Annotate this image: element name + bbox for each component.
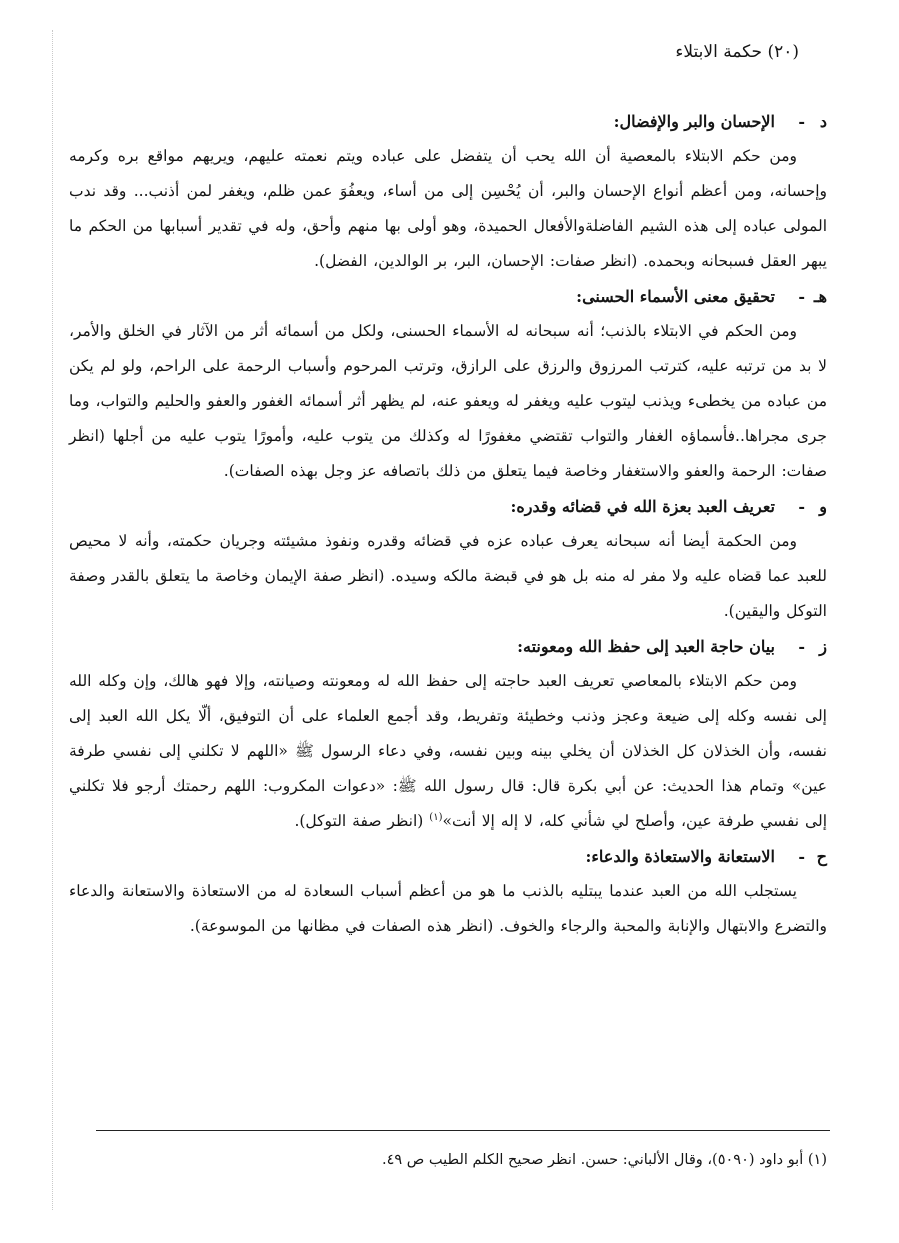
section-body-ha: يستجلب الله من العبد عندما يبتليه بالذنب ما هو من أعظم أسباب السعادة له من الاستعاذة والاستعانة والدعاء والتضرع والابتهال والإنابة والمحبة والرجاء والخوف. (انظر هذه الصفات في مظانها من الموسوعة). (69, 882, 827, 935)
section-letter: ز (819, 637, 827, 656)
section-heading-d (69, 104, 827, 139)
section-heading-z (69, 629, 827, 664)
page-edge-marks (52, 30, 53, 1210)
section-body-d: ومن حكم الابتلاء بالمعصية أن الله يحب أن يتفضل على عباده ويتم نعمته عليهم، ويريهم مواقع بره وكرمه وإحسانه، ومن أعظم أنواع الإحسان والبر، أن يُحْسِن إلى من أساء، ويعفُوَ عمن ظلم، ويغفر لمن أذنب... وقد ندب المولى عباده إلى هذه الشيم الفاضلةوالأفعال الحميدة، وهو أولى بها منهم وأحق، وله في تقدير أسبابها من الحكم ما يبهر العقل فسبحانه وبحمده. (انظر صفات: الإحسان، البر، بر الوالدين، الفضل). (69, 147, 827, 270)
section-letter: د (819, 112, 827, 131)
section-heading-h (69, 279, 827, 314)
section-dash: - (798, 637, 805, 656)
section-body-tail: (انظر صفة التوكل). (294, 812, 430, 830)
footnote-reference: (١) (429, 811, 443, 823)
section-heading-w (69, 489, 827, 524)
section-body-text: ومن حكم الابتلاء بالمعاصي تعريف العبد حاجته إلى حفظ الله له ومعونته وصيانته، وإلا فهو هالك، وإن وكله الله إلى نفسه وكله إلى ضيعة وعجز وذنب وخطيئة وتفريط، وقد أجمع العلماء على أن التوفيق، ألّا يكل الله العبد إلى نفسه، وأن الخذلان كل الخذلان أن يخلي بينه وبين نفسه، وفي دعاء الرسول ﷺ «اللهم لا تكلني إلى نفسي طرفة عين» وتمام هذا الحديث: عن أبي بكرة قال: قال رسول الله ﷺ: «دعوات المكروب: اللهم رحمتك أرجو فلا تكلني إلى نفسي طرفة عين، وأصلح لي شأني كله، لا إله إلا أنت» (69, 672, 827, 830)
section-body-h: ومن الحكم في الابتلاء بالذنب؛ أنه سبحانه له الأسماء الحسنى، ولكل من أسمائه أثر من الآثار في الخلق والأمر، لا بد من ترتبه عليه، كترتب المرزوق والرزق على الرازق، وترتب المرحوم وأسباب الرحمة على الراحم، ولو لم يكن من عباده من يخطىء ويذنب ليتوب عليه ويغفر له ويعفو عنه، لم يظهر أثر أسمائه الغفور والعفو والحليم والتواب، وما جرى مجراها..فأسماؤه الغفار والتواب تقتضي مغفورًا له وكذلك من يتوب عليه، وأمورًا يتوب عليه من أجلها (انظر صفات: الرحمة والعفو والاستغفار وخاصة فيما يتعلق من ذلك باتصافه عز وجل بهذه الصفات). (69, 322, 827, 480)
section-dash: - (798, 847, 805, 866)
footnote-divider (96, 1130, 830, 1131)
section-body-z (69, 664, 827, 839)
section-dash: - (798, 497, 805, 516)
section-dash: - (798, 287, 805, 306)
running-head: (٢٠) حكمة الابتلاء (675, 42, 799, 62)
section-title: الإحسان والبر والإفضال: (613, 112, 775, 131)
section-letter: و (819, 497, 827, 516)
section-heading-ha (69, 839, 827, 874)
section-letter: ح (816, 847, 827, 866)
section-title: الاستعانة والاستعاذة والدعاء: (585, 847, 775, 866)
footnote: (١) أبو داود (٥٠٩٠)، وقال الألباني: حسن. انظر صحيح الكلم الطيب ص ٤٩. (382, 1152, 827, 1168)
section-body-w: ومن الحكمة أيضا أنه سبحانه يعرف عباده عزه في قضائه وقدره ونفوذ مشيئته وجريان حكمته، وأنه لا محيص للعبد عما قضاه عليه ولا مفر له منه بل هو في قبضة مالكه وسيده. (انظر صفة الإيمان وخاصة ما يتعلق بالقدر وصفة التوكل واليقين). (69, 532, 827, 620)
section-dash: - (798, 112, 805, 131)
section-title: تعريف العبد بعزة الله في قضائه وقدره: (510, 497, 775, 516)
section-letter: هـ (813, 287, 827, 306)
section-title: تحقيق معنى الأسماء الحسنى: (576, 287, 775, 306)
section-title: بيان حاجة العبد إلى حفظ الله ومعونته: (517, 637, 775, 656)
page-content (69, 104, 827, 944)
